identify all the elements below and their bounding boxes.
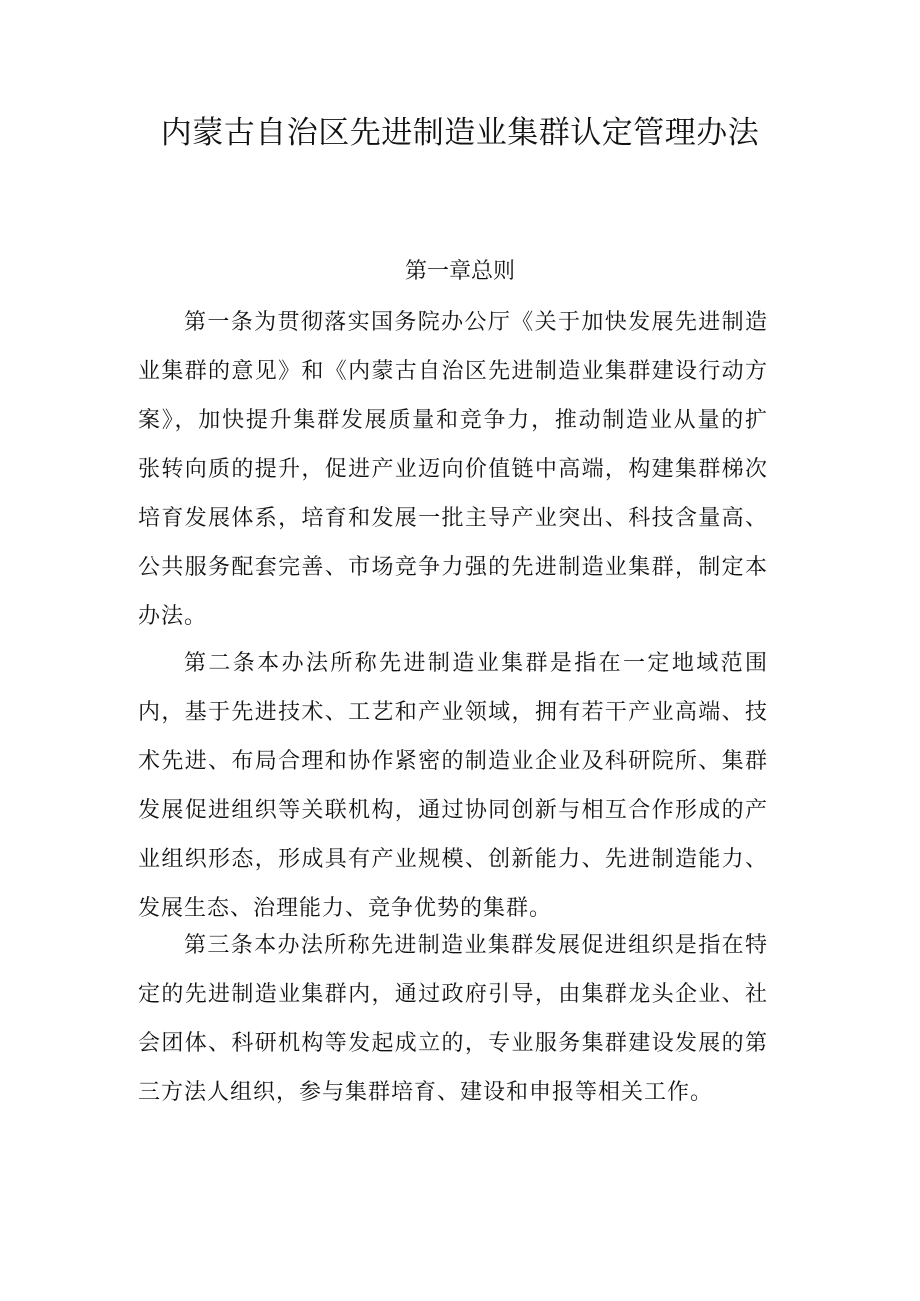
article-paragraph-2: 第二条本办法所称先进制造业集群是指在一定地域范围内，基于先进技术、工艺和产业领域，拥有若干产业高端、技术先进、布局合理和协作紧密的制造业企业及科研院所、集群发展促进组织等关联机构，通过协同创新与相互合作形成的产业组织形态，形成具有产业规模、创新能力、先进制造能力、发展生态、治理能力、竞争优势的集群。 <box>138 651 768 921</box>
document-title: 内蒙古自治区先进制造业集群认定管理办法 <box>160 115 760 151</box>
article-paragraph-1: 第一条为贯彻落实国务院办公厅《关于加快发展先进制造业集群的意见》和《内蒙古自治区先进制造业集群建设行动方案》，加快提升集群发展质量和竞争力，推动制造业从量的扩张转向质的提升，促进产业迈向价值链中高端，构建集群梯次培育发展体系，培育和发展一批主导产业突出、科技含量高、公共服务配套完善、市场竞争力强的先进制造业集群，制定本办法。 <box>138 310 768 629</box>
chapter-heading: 第一章总则 <box>404 259 515 284</box>
article-paragraph-3: 第三条本办法所称先进制造业集群发展促进组织是指在特定的先进制造业集群内，通过政府引导，由集群龙头企业、社会团体、科研机构等发起成立的，专业服务集群建设发展的第三方法人组织，参与集群培育、建设和申报等相关工作。 <box>138 933 768 1105</box>
